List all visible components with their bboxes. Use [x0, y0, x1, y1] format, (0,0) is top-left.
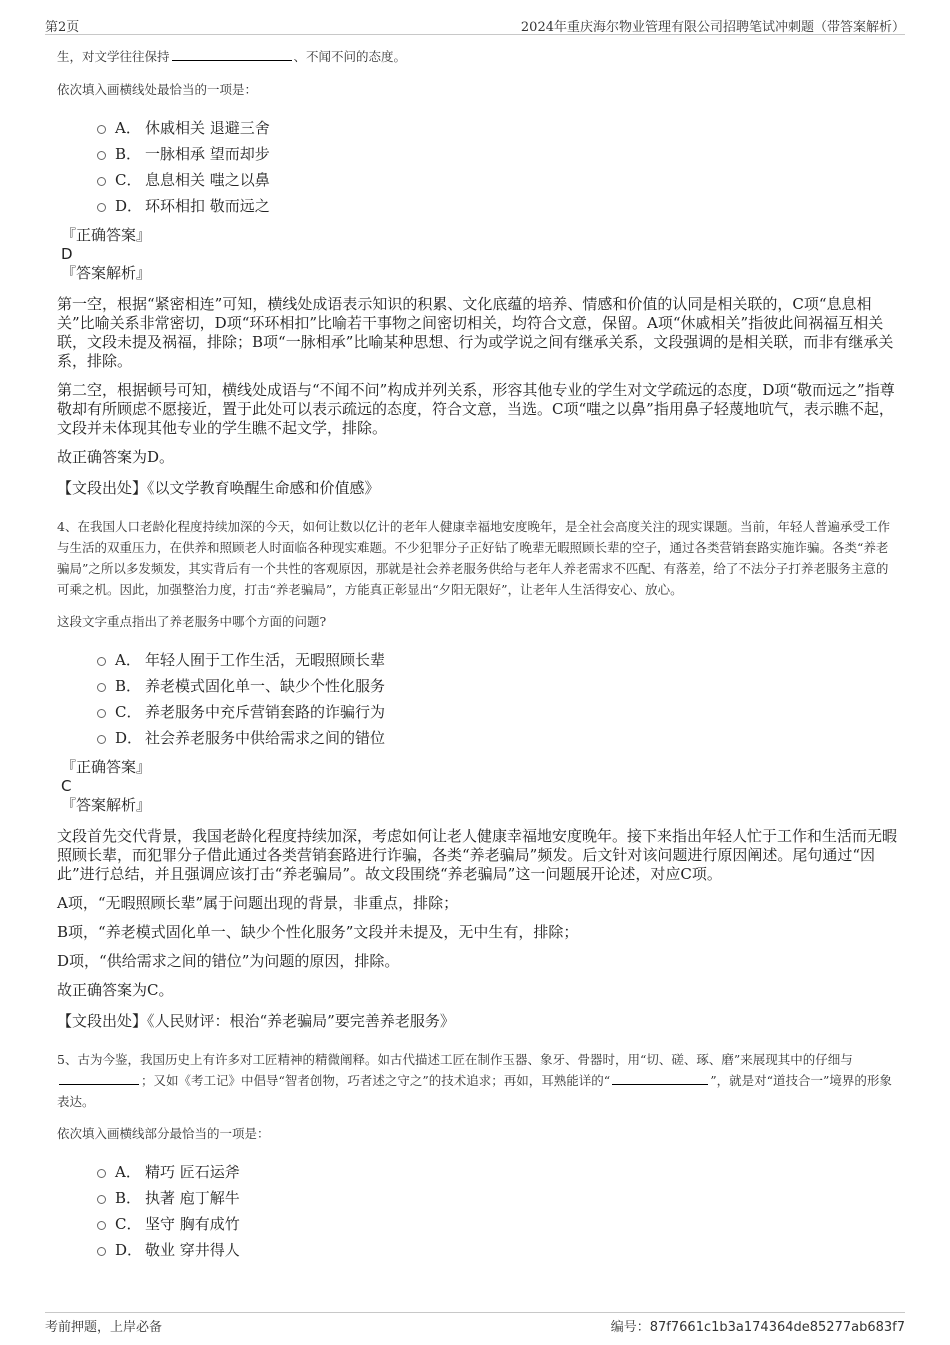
radio-icon[interactable]: [97, 683, 106, 692]
source-citation: 【文段出处】《以文学教育唤醒生命感和价值感》: [57, 479, 380, 497]
q4-prompt: 这段文字重点指出了养老服务中哪个方面的问题?: [57, 614, 327, 629]
analysis-paragraph: D项，“供给需求之间的错位”为问题的原因，排除。: [57, 952, 400, 970]
q5-option-b[interactable]: B． 执著 庖丁解牛: [97, 1184, 899, 1210]
radio-icon[interactable]: [97, 1195, 106, 1204]
q4-option-c[interactable]: C． 养老服务中充斥营销套路的诈骗行为: [97, 698, 899, 724]
q3-passage-tail: 生，对文学往往保持 、不闻不问的态度。: [57, 49, 407, 64]
q5-option-c[interactable]: C． 坚守 胸有成竹: [97, 1210, 899, 1236]
q4-option-d[interactable]: D． 社会养老服务中供给需求之间的错位: [97, 724, 899, 750]
source-citation: 【文段出处】《人民财评：根治“养老骗局”要完善养老服务》: [57, 1012, 455, 1030]
page-footer: [45, 1312, 905, 1337]
radio-icon[interactable]: [97, 151, 106, 160]
q5-passage: 5、古为今鉴，我国历史上有许多对工匠精神的精微阐释。如古代描述工匠在制作玉器、象牙、骨器时，用“切、磋、琢、磨”来展现其中的仔细与；又如《考工记》中倡导“智者创物，巧者述之守之”的技术追求；再如，耳熟能详的“ ”，就是对“道技合一”境界的形象表达。: [57, 1052, 892, 1109]
page-number: 第2页: [45, 20, 80, 35]
radio-icon[interactable]: [97, 125, 106, 134]
q5-prompt: 依次填入画横线部分最恰当的一项是：: [57, 1126, 270, 1141]
answer-label: 『正确答案』: [61, 226, 152, 244]
answer-value: C: [61, 777, 72, 795]
radio-icon[interactable]: [97, 1221, 106, 1230]
q4-options: [97, 646, 899, 750]
analysis-paragraph: 第一空，根据“紧密相连”可知，横线处成语表示知识的积累、文化底蕴的培养、情感和价值的认同是相关联的，C项“息息相关”比喻关系非常密切，D项“环环相扣”比喻若干事物之间密切相关，均符合文意，保留。A项“休戚相关”指彼此间祸福互相关联，文段未提及祸福，排除；B项“一脉相承”比喻某种思想、行为或学说之间有继承关系，文段强调的是相关联，而非有继承关系，排除。: [57, 295, 894, 370]
page-header: [45, 14, 905, 35]
radio-icon[interactable]: [97, 1169, 106, 1178]
radio-icon[interactable]: [97, 203, 106, 212]
q3-prompt: 依次填入画横线处最恰当的一项是：: [57, 82, 258, 97]
document-code: 编号：87f7661c1b3a174364de85277ab683f7: [610, 1320, 905, 1335]
q5-options: [97, 1158, 899, 1262]
analysis-conclusion: 故正确答案为D。: [57, 448, 175, 466]
document-title: 2024年重庆海尔物业管理有限公司招聘笔试冲刺题（带答案解析）: [520, 20, 905, 35]
answer-label: 『正确答案』: [61, 758, 152, 776]
q4-option-b[interactable]: B． 养老模式固化单一、缺少个性化服务: [97, 672, 899, 698]
q3-option-a[interactable]: A． 休戚相关 退避三舍: [97, 114, 899, 140]
analysis-label: 『答案解析』: [61, 796, 152, 814]
main-content: [57, 46, 899, 1262]
radio-icon[interactable]: [97, 177, 106, 186]
analysis-paragraph: B项，“养老模式固化单一、缺少个性化服务”文段并未提及，无中生有，排除；: [57, 923, 579, 941]
fill-blank: [612, 1072, 708, 1085]
radio-icon[interactable]: [97, 735, 106, 744]
q3-option-b[interactable]: B． 一脉相承 望而却步: [97, 140, 899, 166]
q3-options: [97, 114, 899, 218]
q4-passage: 4、在我国人口老龄化程度持续加深的今天，如何让数以亿计的老年人健康幸福地安度晚年，是全社会高度关注的现实课题。当前，年轻人普遍承受工作与生活的双重压力，在供养和照顾老人时面临各种现实难题。不少犯罪分子正好钻了晚辈无暇照顾长辈的空子，通过各类营销套路实施诈骗。各类“养老骗局”之所以多发频发，其实背后有一个共性的客观原因，那就是社会养老服务供给与老年人养老需求不匹配、有落差，给了不法分子打养老服务主意的可乘之机。因此，加强整治力度，打击“养老骗局”，方能真正彰显出“夕阳无限好”，让老年人生活得安心、放心。: [57, 519, 890, 597]
analysis-label: 『答案解析』: [61, 264, 152, 282]
analysis-paragraph: 第二空，根据顿号可知，横线处成语与“不闻不问”构成并列关系，形容其他专业的学生对文学疏远的态度，D项“敬而远之”指尊敬却有所顾虑不愿接近，置于此处可以表示疏远的态度，符合文意，当选。C项“嗤之以鼻”指用鼻子轻蔑地吭气，表示瞧不起，文段并未体现其他专业的学生瞧不起文学，排除。: [57, 381, 895, 437]
fill-blank: [59, 1072, 139, 1085]
fill-blank: [172, 48, 292, 61]
answer-value: D: [61, 245, 73, 263]
q5-option-d[interactable]: D． 敬业 穿井得人: [97, 1236, 899, 1262]
q4-option-a[interactable]: A． 年轻人囿于工作生活，无暇照顾长辈: [97, 646, 899, 672]
q5-option-a[interactable]: A． 精巧 匠石运斧: [97, 1158, 899, 1184]
analysis-paragraph: 文段首先交代背景，我国老龄化程度持续加深，考虑如何让老人健康幸福地安度晚年。接下来指出年轻人忙于工作和生活而无暇照顾长辈，而犯罪分子借此通过各类营销套路进行诈骗，各类“养老骗局”频发。后文针对该问题进行原因阐述。尾句通过“因此”进行总结，并且强调应该打击“养老骗局”。故文段围绕“养老骗局”这一问题展开论述，对应C项。: [57, 827, 898, 883]
radio-icon[interactable]: [97, 709, 106, 718]
analysis-conclusion: 故正确答案为C。: [57, 981, 174, 999]
q3-option-d[interactable]: D． 环环相扣 敬而远之: [97, 192, 899, 218]
radio-icon[interactable]: [97, 1247, 106, 1256]
analysis-paragraph: A项，“无暇照顾长辈”属于问题出现的背景，非重点，排除；: [57, 894, 459, 912]
radio-icon[interactable]: [97, 657, 106, 666]
footer-slogan: 考前押题，上岸必备: [45, 1320, 163, 1335]
q3-option-c[interactable]: C． 息息相关 嗤之以鼻: [97, 166, 899, 192]
